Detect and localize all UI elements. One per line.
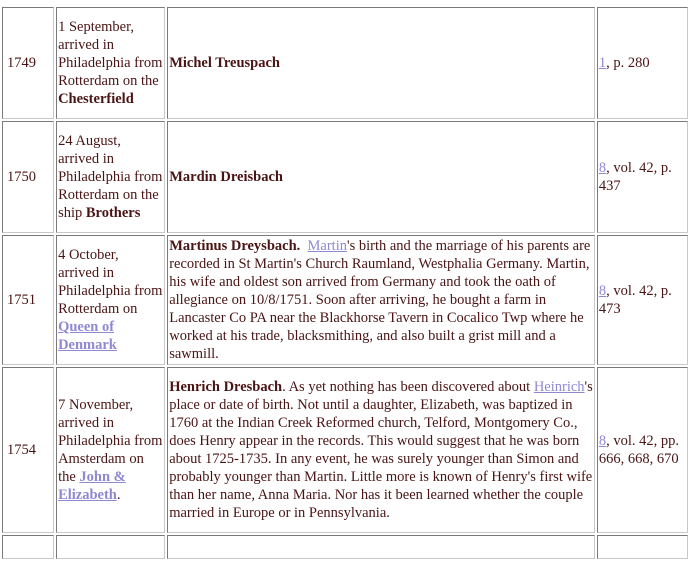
person-name: Martinus Dreysbach. — [169, 238, 301, 254]
source-text: , vol. 42, pp. 666, 668, 670 — [598, 433, 679, 467]
person-cell — [167, 235, 595, 365]
person-link[interactable]: Martin — [307, 238, 347, 254]
table-row — [2, 367, 688, 533]
arrival-text: 1 September, arrived in Philadelphia from Rotterdam on the — [58, 19, 163, 89]
person-cell — [167, 367, 595, 533]
ship-link[interactable]: John & Elizabeth — [58, 469, 126, 503]
arrival-cell — [56, 235, 165, 365]
source-cell — [597, 7, 688, 119]
ship-link[interactable]: Queen of Denmark — [58, 319, 117, 353]
person-name: Mardin Dreisbach — [169, 169, 283, 185]
person-name: Michel Treuspach — [169, 55, 280, 71]
table-row — [2, 121, 688, 233]
person-text-pre: . As yet nothing has been discovered about — [282, 379, 531, 395]
arrival-text: 24 August, arrived in Philadelphia from Rotterdam on the ship — [58, 133, 163, 221]
source-cell — [597, 121, 688, 233]
person-cell — [167, 7, 595, 119]
ship-name: Brothers — [85, 205, 141, 221]
source-text: , vol. 42, p. 437 — [598, 160, 672, 194]
arrival-text: 4 October, arrived in Philadelphia from Rotterdam on — [58, 247, 163, 317]
person-cell — [167, 121, 595, 233]
source-text: , p. 280 — [606, 55, 650, 71]
table-row — [2, 7, 688, 119]
year-cell: 1751 — [2, 235, 54, 365]
arrival-cell — [56, 121, 165, 233]
source-link[interactable]: 8 — [598, 283, 607, 299]
year-cell: 1749 — [2, 7, 54, 119]
arrival-text: 7 November, arrived in Philadelphia from Amsterdam on the — [58, 397, 163, 485]
source-cell — [597, 367, 688, 533]
arrival-cell — [56, 367, 165, 533]
arrival-cell — [56, 7, 165, 119]
ship-name: Chesterfield — [58, 91, 134, 107]
person-text: 's birth and the marriage of his parents are recorded in St Martin's Church Raumland, Westphalia Germany. Martin, his wife and oldest son arrived from Germany and took the oath of allegiance on 10/8/1751. Soon after arriving, he bought a farm in Lancaster Co PA near the Blackhorse Tavern in Cocalico Twp where he worked at his trade, blacksmithing, and also built a grist mill and a sawmill. — [169, 238, 591, 362]
source-link[interactable]: 8 — [598, 433, 607, 449]
person-text: 's place or date of birth. Not until a daughter, Elizabeth, was baptized in 1760 at the Indian Creek Reformed church, Telford, Montgomery Co., does Henry appear in the records. This would suggest that he was born about 1725-1735. In any event, he was surely younger than Simon and probably younger than Martin. Little more is known of Henry's first wife than her name, Anna Maria. Nor has it been learned whether the couple married in Europe or in Pennsylvania. — [169, 379, 593, 521]
person-link[interactable]: Heinrich — [533, 379, 585, 395]
table-row — [2, 235, 688, 365]
records-table — [0, 5, 690, 561]
source-link[interactable]: 1 — [598, 55, 607, 71]
person-name: Henrich Dresbach — [169, 379, 283, 395]
year-cell: 1754 — [2, 367, 54, 533]
source-text: , vol. 42, p. 473 — [598, 283, 672, 317]
year-cell: 1750 — [2, 121, 54, 233]
ship-suffix: . — [116, 487, 121, 503]
source-cell — [597, 235, 688, 365]
source-link[interactable]: 8 — [598, 160, 607, 176]
